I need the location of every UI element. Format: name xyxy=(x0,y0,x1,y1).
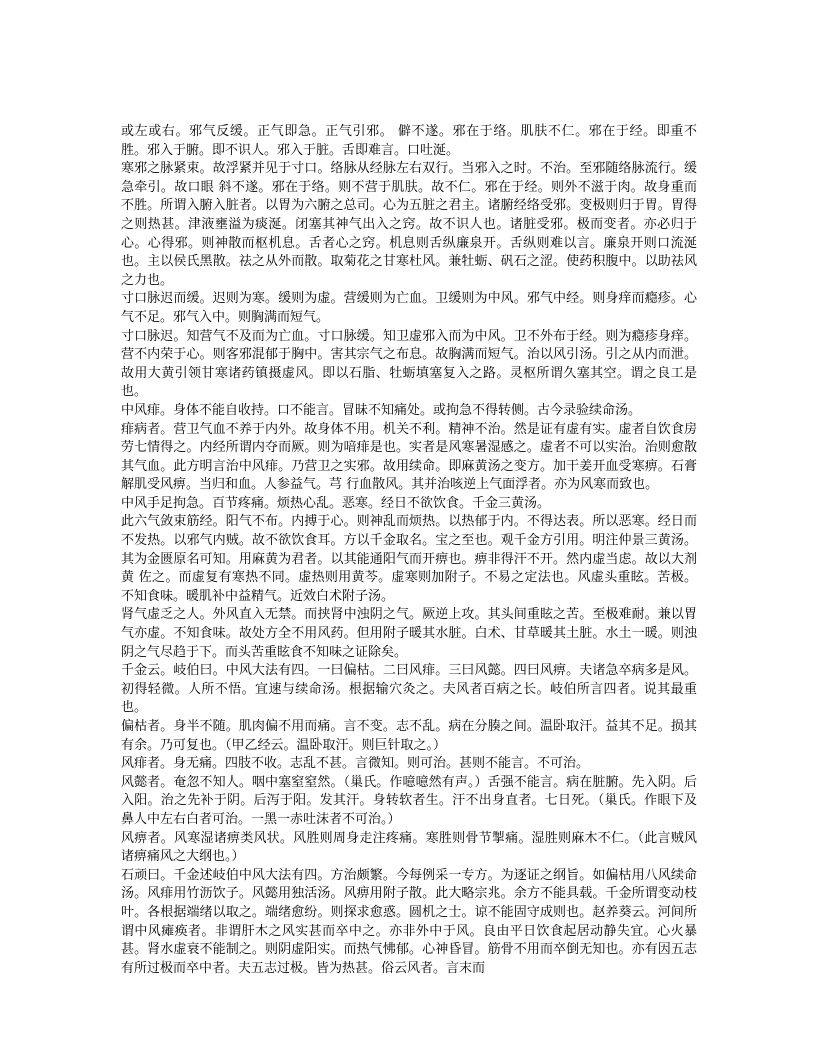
paragraph: 中风手足拘急。百节疼痛。烦热心乱。恶寒。经日不欲饮食。千金三黄汤。 xyxy=(121,495,551,511)
paragraph: 肾气虚乏之人。外风直入无禁。而挟肾中浊阴之气。厥逆上攻。其头间重眩之苦。至极难耐。兼以胃气亦虚。不知食味。故处方全不用风药。但用附子暖其水脏。白术、甘草暖其土脏。水土一暖。则浊阴之气尽趋于下。而头苦重眩食不知味之证除矣。 xyxy=(121,607,697,660)
paragraph: 寸口脉迟。知营气不及而为亡血。寸口脉缓。知卫虚邪入而为中风。卫不外布于经。则为瘾疹身痒。营不内荣于心。则客邪混郁于胸中。害其宗气之布息。故胸满而短气。治以风引汤。引之从内而泄。故用大黄引领甘寒诸药镇摄虚风。即以石脂、牡蛎填塞复入之路。灵枢所谓久塞其空。谓之良工是也。 xyxy=(121,328,697,400)
paragraph: 中风痱。身体不能自收持。口不能言。冒昧不知痛处。或拘急不得转侧。古今录验续命汤。 xyxy=(121,402,642,418)
paragraph: 千金云。岐伯曰。中风大法有四。一曰偏枯。二曰风痱。三曰风懿。四曰风痹。夫诸急卒病多是风。初得轻微。人所不悟。宜速与续命汤。根据输穴灸之。夫风者百病之长。岐伯所言四者。说其最重也。 xyxy=(121,663,697,716)
paragraph: 石顽曰。千金述岐伯中风大法有四。方治颇繁。今每例采一专方。为逐证之纲旨。如偏枯用八风续命汤。风痱用竹沥饮子。风懿用独活汤。风痹用附子散。此大略宗兆。余方不能具载。千金所谓变动枝叶。各根据端绪以取之。端绪愈纷。则探求愈惑。圆机之士。谅不能固守成则也。赵养葵云。河间所谓中风瘫痪者。非谓肝木之风实甚而卒中之。亦非外中于风。良由平日饮食起居动静失宜。心火暴甚。肾水虚衰不能制之。则阴虚阳实。而热气怫郁。心神昏冒。筋骨不用而卒倒无知也。亦有因五志有所过极而卒中者。夫五志过极。皆为热甚。俗云风者。言末而 xyxy=(121,867,697,976)
document-page xyxy=(121,123,697,978)
paragraph: 偏枯者。身半不随。肌肉偏不用而痛。言不变。志不乱。病在分腠之间。温卧取汗。益其不足。损其有余。乃可复也。（甲乙经云。温卧取汗。则巨针取之。） xyxy=(121,719,697,753)
paragraph: 风痹者。风寒湿诸痹类风状。风胜则周身走注疼痛。寒胜则骨节掣痛。湿胜则麻木不仁。（此言贼风诸痹痛风之大纲也。） xyxy=(121,830,697,865)
paragraph: 寸口脉迟而缓。迟则为寒。缓则为虚。营缓则为亡血。卫缓则为中风。邪气中经。则身痒而瘾疹。心气不足。邪气入中。则胸满而短气。 xyxy=(121,291,697,325)
paragraph: 痱病者。营卫气血不养于内外。故身体不用。机关不利。精神不治。然是证有虚有实。虚者自饮食房劳七情得之。内经所谓内夺而厥。则为喑痱是也。实者是风寒暑湿感之。虚者不可以实治。治则愈散其气血。此方明言治中风痱。乃营卫之实邪。故用续命。即麻黄汤之变方。加干姜开血受寒痹。石膏解肌受风痹。当归和血。人参益气。芎 行血散风。其并治咳逆上气面浮者。亦为风寒而致也。 xyxy=(121,421,697,493)
paragraph: 风懿者。奄忽不知人。咽中塞窒窒然。（巢氏。作噫噫然有声。）舌强不能言。病在脏腑。先入阴。后入阳。治之先补于阴。后泻于阳。发其汗。身转软者生。汗不出身直者。七日死。（巢氏。作眼下及鼻人中左右白者可治。一黑一赤吐沫者不可治。） xyxy=(121,774,697,827)
paragraph: 风痱者。身无痛。四肢不收。志乱不甚。言微知。则可治。甚则不能言。不可治。 xyxy=(121,756,590,772)
paragraph: 此六气敛束筋经。阳气不布。内搏于心。则神乱而烦热。以热郁于内。不得达表。所以恶寒。经日而不发热。以邪气内贼。故不欲饮食耳。方以千金取名。宝之至也。观千金方引用。明注仲景三黄汤。其为金匮原名可知。用麻黄为君者。以其能通阳气而开痹也。痹非得汗不开。然内虚当虑。故以大剂黄 佐之。而虚复有寒热不同。虚热则用黄芩。虚寒则加附子。不易之定法也。风虚头重眩。苦极。不知食味。暖肌补中益精气。近效白术附子汤。 xyxy=(121,514,697,604)
paragraph: 寒邪之脉紧束。故浮紧并见于寸口。络脉从经脉左右双行。当邪入之时。不治。至邪随络脉流行。缓急牵引。故口眼 斜不遂。邪在于络。则不营于肌肤。故不仁。邪在于经。则外不滋于肉。故身重而不胜。所谓入腑入脏者。以胃为六腑之总司。心为五脏之君主。诸腑经络受邪。变极则归于胃。胃得之则热甚。津液壅溢为痰涎。闭塞其神气出入之窍。故不识人也。诸脏受邪。极而变者。亦必归于心。心得邪。则神散而枢机息。舌者心之窍。机息则舌纵廉泉开。舌纵则难以言。廉泉开则口流涎也。主以侯氏黑散。祛之从外而散。取菊花之甘寒杜风。兼牡蛎、矾石之涩。使药积腹中。以助祛风之力也。 xyxy=(121,161,697,288)
paragraph: 或左或右。邪气反缓。正气即急。正气引邪。 僻不遂。邪在于络。肌肤不仁。邪在于经。即重不胜。邪入于腑。即不识人。邪入于脏。舌即难言。口吐涎。 xyxy=(121,124,697,158)
